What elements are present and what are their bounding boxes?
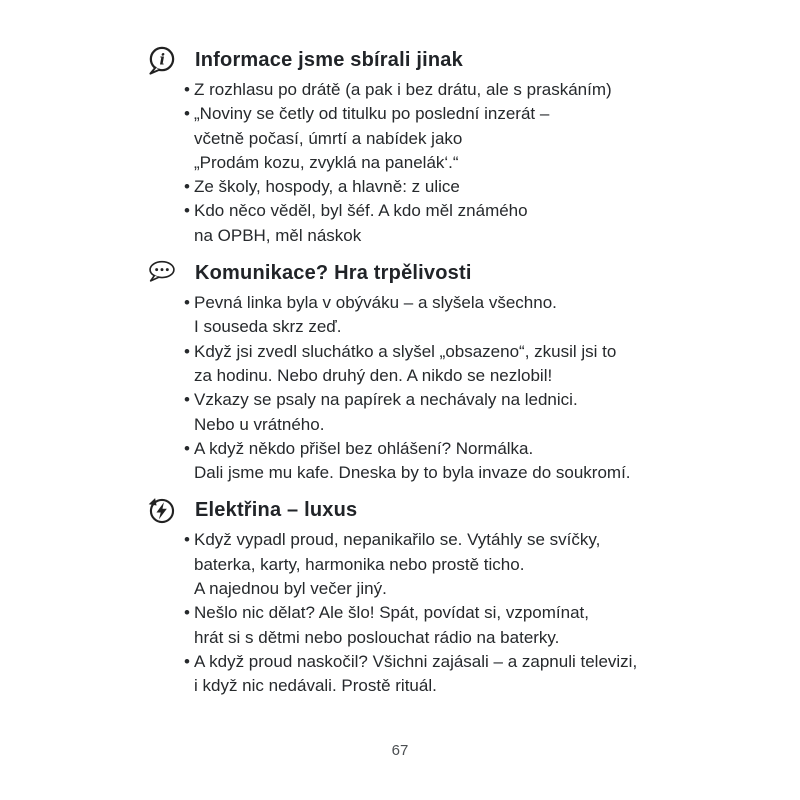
bullet-line-continuation [184,674,726,698]
section-title: Informace jsme sbírali jinak [195,48,463,71]
bullet-item [184,340,726,389]
bullet-text: Kdo něco věděl, byl šéf. A kdo měl známého [194,201,528,221]
bullet-item [184,437,726,486]
bullet-text: Z rozhlasu po drátě (a pak i bez drátu, ale s praskáním) [194,80,612,99]
section [146,259,726,485]
section-header [146,496,726,524]
bullet-text: „Prodám kozu, zvyklá na panelák‘.“ [194,152,459,172]
bullet-line-continuation [184,315,726,339]
section-header [146,259,726,287]
section-title: Elektřina – luxus [195,498,358,521]
bullet-list [184,528,726,698]
bullet-line-continuation [184,127,726,151]
bullet-item [184,650,726,699]
info-bubble-icon [146,45,177,76]
bullet-line [184,340,726,364]
bullet-line-continuation [184,577,726,601]
bullet-text: na OPBH, měl náskok [194,225,362,245]
bullet-line-continuation [184,626,726,650]
bullet-line-continuation [184,364,726,388]
bullet-item [184,528,726,601]
bullet-line [184,175,726,199]
page-number: 67 [391,742,409,759]
icon-slot [146,495,177,526]
bullet-text: baterka, karty, harmonika nebo prostě ticho. [194,554,525,574]
bullet-item [184,175,726,199]
bullet-line [184,291,726,315]
bullet-text: „Noviny se četly od titulku po poslední inzerát – [194,104,550,124]
bullet-text: včetně počasí, úmrtí a nabídek jako [194,128,463,148]
bullet-marker: • [184,104,190,124]
bullet-marker: • [184,80,190,99]
power-bolt-icon [146,495,177,526]
bullet-item [184,291,726,340]
bullet-marker: • [184,341,190,361]
bullet-text: Když vypadl proud, nepanikařilo se. Vytáhly se svíčky, [194,530,601,550]
bullet-line [184,199,726,223]
bullet-list [184,291,726,485]
bullet-marker: • [184,293,190,313]
bullet-line-continuation [184,413,726,437]
bullet-text: Nebo u vrátného. [194,414,325,434]
section-header [146,46,726,74]
bullet-line [184,437,726,461]
bullet-text: Dali jsme mu kafe. Dneska by to byla invaze do soukromí. [194,463,631,483]
bullet-line-continuation [184,151,726,175]
bullet-line-continuation [184,224,726,248]
bullet-text: I souseda skrz zeď. [194,317,342,337]
bullet-line-continuation [184,553,726,577]
chat-ellipsis-icon [146,258,177,289]
bullet-marker: • [184,438,190,458]
bullet-item [184,601,726,650]
bullet-line [184,78,726,102]
bullet-line [184,528,726,552]
bullet-text: Ze školy, hospody, a hlavně: z ulice [194,177,460,197]
bullet-marker: • [184,390,190,410]
bullet-text: A když někdo přišel bez ohlášení? Normálka. [194,438,534,458]
section [146,496,726,698]
bullet-text: hrát si s dětmi nebo poslouchat rádio na baterky. [194,627,560,647]
bullet-marker: • [184,201,190,221]
bullet-text: i když nic nedávali. Prostě rituál. [194,676,437,696]
section [146,46,726,248]
bullet-line [184,650,726,674]
bullet-item [184,388,726,437]
icon-slot [146,258,177,289]
bullet-marker: • [184,177,190,197]
bullet-text: Nešlo nic dělat? Ale šlo! Spát, povídat si, vzpomínat, [194,603,589,623]
bullet-marker: • [184,530,190,550]
bullet-line-continuation [184,461,726,485]
section-title: Komunikace? Hra trpělivosti [195,261,472,284]
icon-slot [146,45,177,76]
bullet-text: Vzkazy se psaly na papírek a nechávaly na lednici. [194,390,578,410]
bullet-text: za hodinu. Nebo druhý den. A nikdo se nezlobil! [194,365,553,385]
page-footer [0,742,800,760]
bullet-item [184,199,726,248]
bullet-list [184,78,726,248]
bullet-text: Pevná linka byla v obýváku – a slyšela všechno. [194,293,557,313]
bullet-text: A když proud naskočil? Všichni zajásali – a zapnuli televizi, [194,651,638,671]
bullet-item [184,78,726,102]
bullet-line [184,388,726,412]
bullet-marker: • [184,651,190,671]
bullet-line [184,601,726,625]
bullet-text: A najednou byl večer jiný. [194,579,387,599]
bullet-text: Když jsi zvedl sluchátko a slyšel „obsazeno“, zkusil jsi to [194,341,617,361]
bullet-marker: • [184,603,190,623]
bullet-item [184,102,726,175]
bullet-line [184,102,726,126]
